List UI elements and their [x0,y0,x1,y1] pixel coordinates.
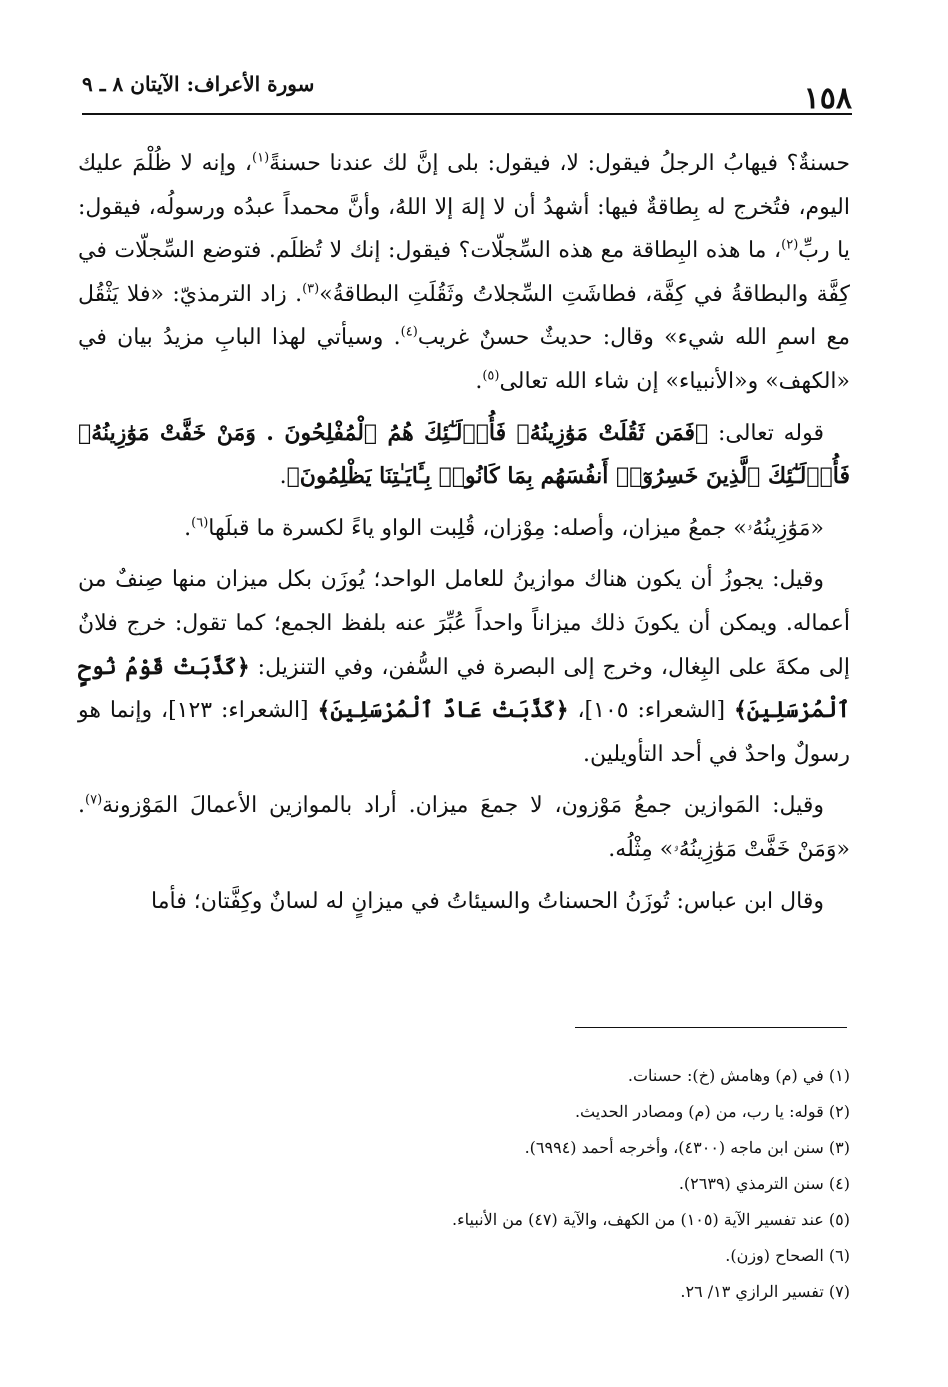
paragraph-hadith [78,142,850,404]
footnote-ref: (٣) [302,281,320,297]
text-run: ، وإنه لا ظُلْمَ عليك اليوم، فتُخرج له بِطاقةٌ فيها: أشهدُ أن لا إلهَ إلا اللهُ، وأنَّ محمداً عبدُه ورسولُه، فيقول: يا ربِّ [78,151,851,264]
paragraph-qil-1 [78,558,850,776]
footnote-ref: (٥) [482,368,500,384]
paragraph-ibn-abbas [78,880,850,924]
paragraph-verse [78,412,850,499]
header-rule [82,113,852,115]
text-run: . وسيأتي لهذا البابِ مزيدُ بيان في «الكهف» و«الأنبياء» إن شاء الله تعالى [78,325,850,394]
main-text [78,142,850,931]
text-run: ، ما هذه البِطاقة مع هذه السِّجلّات؟ فيقول: إنك لا تُظلَم. فتوضع السِّجلّات في كِفَّة والبطاقةُ في كِفَّة، فطاشَتِ السِّجلاتُ وثَقُلَتِ البطاقةُ» [78,238,850,307]
text-run: قوله تعالى: [708,420,825,446]
footnote-2: (٢) قوله: يا رب، من (م) ومصادر الحديث. [574,1102,850,1121]
text-run: وقيل: المَوازين جمعُ مَوْزون، لا جمعَ ميزان. أراد بالموازين الأعمالَ المَوْزونة [102,793,824,819]
footnote-ref: (١) [252,150,270,166]
text-run: حسنةٌ؟ فيهابُ الرجلُ فيقول: لا، فيقول: بلى إنَّ لك عندنا حسنةً [269,151,850,176]
text-run: [الشعراء: ١٠٥]، [568,698,734,724]
footnote-7: (٧) تفسير الرازي ١٣/ ٢٦. [680,1282,850,1301]
footnote-ref: (٦) [191,515,209,531]
text-run: «مَوَٰزِينُهُۥ» جمعُ ميزان، وأصله: مِوْزان، قُلِبت الواو ياءً لكسرة ما قبلَها [208,515,824,541]
footnote-ref: (٧) [85,792,103,808]
footnote-5: (٥) عند تفسير الآية (١٠٥) من الكهف، والآية (٤٧) من الأنبياء. [452,1210,850,1229]
text-run: وقيل: يجوزُ أن يكون هناك موازينُ للعامل الواحد؛ يُوزَن بكل ميزان منها صِنفٌ من أعماله. ويمكن أن يكونَ ذلك ميزاناً واحداً عُبِّرَ عنه بلفظ الجمع؛ كما تقول: خرج فلانٌ إلى مكةَ على البِغال، وخرج إلى البصرة في السُّفن، وفي التنزيل: [78,567,850,680]
text-run: . زاد الترمذيّ: «فلا يَثْقُل مع اسمِ الله شيء» وقال: حديثٌ حسنٌ غريب [78,281,850,351]
text-run: . [279,464,287,490]
page-number: ١٥٨ [803,81,852,116]
footnote-ref: (٤) [400,325,418,341]
text-run: وقال ابن عباس: تُوزَنُ الحسناتُ والسيئاتُ في ميزانٍ له لسانٌ وكِفَّتان؛ فأما [151,888,824,914]
paragraph-qil-2 [78,784,850,871]
page-header [82,70,852,114]
footnote-4: (٤) سنن الترمذي (٢٦٣٩). [678,1174,850,1193]
footnote-6: (٦) الصحاح (وزن). [725,1246,850,1265]
running-title: سورة الأعراف: الآيتان ٨ ـ ٩ [82,72,315,96]
quran-verse: ﴿كَذَّبَتْ قَوْمُ نُوحٍ ٱلْمُرْسَلِينَ﴾ [78,653,850,724]
footnote-ref: (٢) [781,237,799,253]
text-run: . «وَمَنْ خَفَّتْ مَوَٰزِينُهُۥ» مِثْلُه. [78,793,850,862]
footnote-1: (١) في (م) وهامش (خ): حسنات. [627,1066,850,1085]
text-run: [الشعراء: ١٢٣]، وإنما هو رسولٌ واحدٌ في أحد التأويلين. [78,698,850,767]
paragraph-mawazin [78,507,850,551]
quran-verse: ﴿كَذَّبَتْ عَادٌ ٱلْمُرْسَلِينَ﴾ [317,697,569,724]
footnotes [78,1058,850,1310]
quran-verse: ﴿فَمَن ثَقُلَتْ مَوَٰزِينُهُۥ فَأُو۟لَـٰٓئِكَ هُمُ ٱلْمُفْلِحُونَ . وَمَنْ خَفَّتْ مَوَٰزِينُهُۥ فَأُو۟لَـٰٓئِكَ ٱلَّذِينَ خَسِرُوٓا۟ أَنفُسَهُم بِمَا كَانُوا۟ بِـَٔايَـٰتِنَا يَظْلِمُونَ﴾ [78,419,850,490]
text-run: . [475,368,483,394]
footnote-3: (٣) سنن ابن ماجه (٤٣٠٠)، وأخرجه أحمد (٦٩٩٤). [524,1138,850,1157]
footnote-rule [575,1027,847,1028]
text-run: . [184,515,192,541]
